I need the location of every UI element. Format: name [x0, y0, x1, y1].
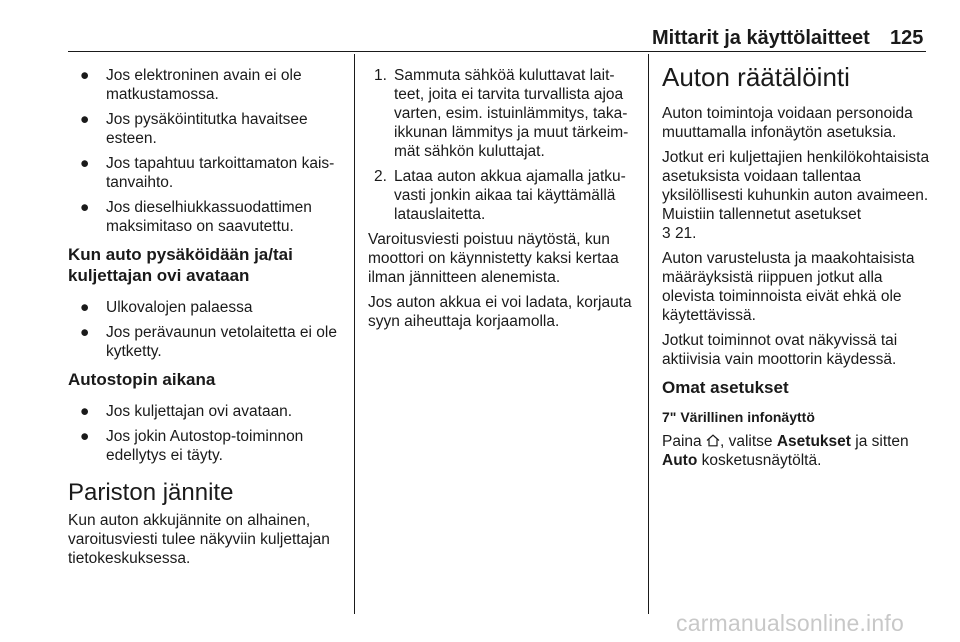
bullet-icon: ● — [80, 111, 90, 128]
menu-label-settings: Asetukset — [776, 433, 851, 450]
page-number: 125 — [890, 27, 924, 49]
column-divider-1 — [354, 54, 355, 614]
bullet-icon: ● — [80, 155, 90, 172]
list-item: 2. Lataa auton akkua ajamalla jatkuvasti jonkin aikaa tai käyttämällä latauslaitetta. — [374, 168, 626, 223]
section-title-customisation: Auton räätälöinti — [662, 62, 850, 92]
list-item: ● Jos kuljettajan ovi avataan. — [80, 403, 293, 420]
paragraph: Jotkut toiminnot ovat näkyvissä tai aktiivisia vain moottorin käydessä. — [662, 332, 898, 368]
page-reference[interactable]: 21. — [674, 225, 697, 242]
bullet-icon: ● — [80, 299, 90, 316]
list-item: ● Jos tapahtuu tarkoittamaton kaistanvaihto. — [80, 155, 335, 191]
bullet-icon: ● — [80, 324, 90, 341]
paragraph: Jos auton akkua ei voi ladata, korjauta syyn aiheuttaja korjaamolla. — [368, 294, 632, 330]
paragraph: Jotkut eri kuljettajien henkilökohtaisista asetuksista voidaan tallentaa yksilöllisesti kuhunkin auton avaimeen. Muistiin tallennetut asetukset 3 21. — [662, 149, 930, 242]
home-icon — [706, 434, 720, 447]
header-title: Mittarit ja käyttölaitteet — [652, 27, 870, 49]
bullet-icon: ● — [80, 403, 90, 420]
list-item: ● Jos perävaunun vetolaitetta ei ole kytketty. — [80, 324, 337, 360]
paragraph: Kun auton akkujännite on alhainen, varoitusviesti tulee näkyviin kuljettajan tietokeskuksessa. — [68, 512, 330, 567]
subsection-title-own-settings: Omat asetukset — [662, 378, 789, 397]
section-heading-autostop: Autostopin aikana — [68, 370, 216, 389]
column-divider-2 — [648, 54, 649, 614]
bullet-icon: ● — [80, 199, 90, 216]
list-item: ● Ulkovalojen palaessa — [80, 299, 253, 316]
section-title-battery-voltage: Pariston jännite — [68, 479, 234, 506]
list-item: ● Jos elektroninen avain ei ole matkustamossa. — [80, 67, 302, 103]
paragraph: Auton varustelusta ja maakohtaisista määräyksistä riippuen jotkut alla olevista toiminnoista eivät ehkä ole käytettävissä. — [662, 250, 915, 324]
instruction-paragraph: Paina , valitse Asetukset ja sitten Auto kosketusnäytöltä. — [662, 433, 909, 469]
bullet-icon: ● — [80, 67, 90, 84]
paragraph: Auton toimintoja voidaan personoida muuttamalla infonäytön asetuksia. — [662, 105, 913, 141]
header-rule — [68, 51, 926, 52]
watermark: carmanualsonline.info — [676, 610, 904, 636]
list-item: ● Jos jokin Autostop-toiminnon edellytys ei täyty. — [80, 428, 304, 464]
bullet-list-autostop — [68, 402, 342, 465]
column-2 — [368, 66, 638, 337]
minor-heading: 7" Värillinen infonäyttö — [662, 409, 815, 425]
bullet-list-conditions — [68, 66, 342, 236]
bullet-list-parking — [68, 298, 342, 361]
list-item: ● Jos pysäköintitutka havaitsee esteen. — [80, 111, 308, 147]
numbered-steps — [368, 66, 638, 224]
column-3 — [662, 62, 932, 476]
bullet-icon: ● — [80, 428, 90, 445]
paragraph: Varoitusviesti poistuu näytöstä, kun moottori on käynnistetty kaksi kertaa ilman jännitteen alenemista. — [368, 231, 619, 286]
section-heading-parking: Kun auto pysäköidään ja/tai kuljettajan ovi avataan — [68, 245, 293, 285]
list-item: 1. Sammuta sähköä kuluttavat laitteet, joita ei tarvita turvallista ajoa varten, esim. istuinlämmitys, takaikkunan lämmitys ja muut tärkeimmät sähkön kuluttajat. — [374, 67, 629, 160]
column-1 — [68, 66, 342, 574]
list-item: ● Jos dieselhiukkassuodattimen maksimitaso on saavutettu. — [80, 199, 312, 235]
page-reference-icon: 3 — [662, 225, 671, 242]
menu-label-auto: Auto — [662, 452, 698, 469]
